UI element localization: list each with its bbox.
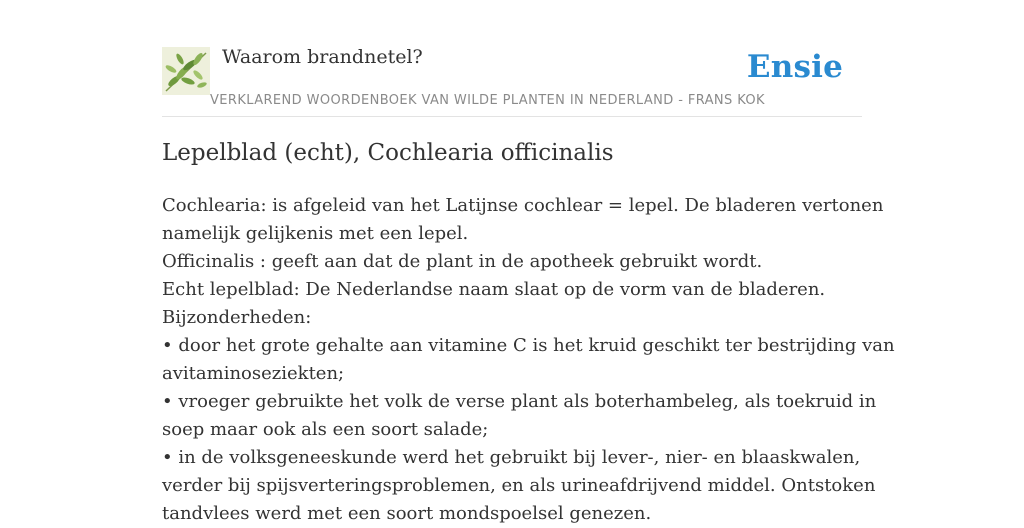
article-line: • door het grote gehalte aan vitamine C is het kruid geschikt ter bestrijding van [162,335,895,356]
article-line: soep maar ook als een soort salade; [162,419,489,440]
article-line: Echt lepelblad: De Nederlandse naam slaat op de vorm van de bladeren. [162,279,826,300]
article-title: Lepelblad (echt), Cochlearia officinalis [162,140,614,166]
avatar[interactable] [162,47,210,95]
article-line: namelijk gelijkenis met een lepel. [162,223,469,244]
article-line: Officinalis : geeft aan dat de plant in de apotheek gebruikt wordt. [162,251,763,272]
article-line: • in de volksgeneeskunde werd het gebruikt bij lever-, nier- en blaaskwalen, [162,447,861,468]
plant-leaves-icon [162,47,210,95]
source-subtitle[interactable]: VERKLAREND WOORDENBOEK VAN WILDE PLANTEN IN NEDERLAND - FRANS KOK [210,93,765,108]
article-line: Bijzonderheden: [162,307,312,328]
header [162,44,862,117]
brand-logo[interactable]: Ensie [746,49,843,85]
article-line: verder bij spijsverteringsproblemen, en als urineafdrijvend middel. Ontstoken [162,475,876,496]
article-line: • vroeger gebruikte het volk de verse plant als boterhambeleg, als toekruid in [162,391,877,412]
question-title[interactable]: Waarom brandnetel? [222,46,423,68]
article-line: avitaminoseziekten; [162,363,345,384]
article-line: Cochlearia: is afgeleid van het Latijnse cochlear = lepel. De bladeren vertonen [162,195,884,216]
article-line: tandvlees werd met een soort mondspoelsel genezen. [162,503,652,524]
article-body [162,192,895,528]
